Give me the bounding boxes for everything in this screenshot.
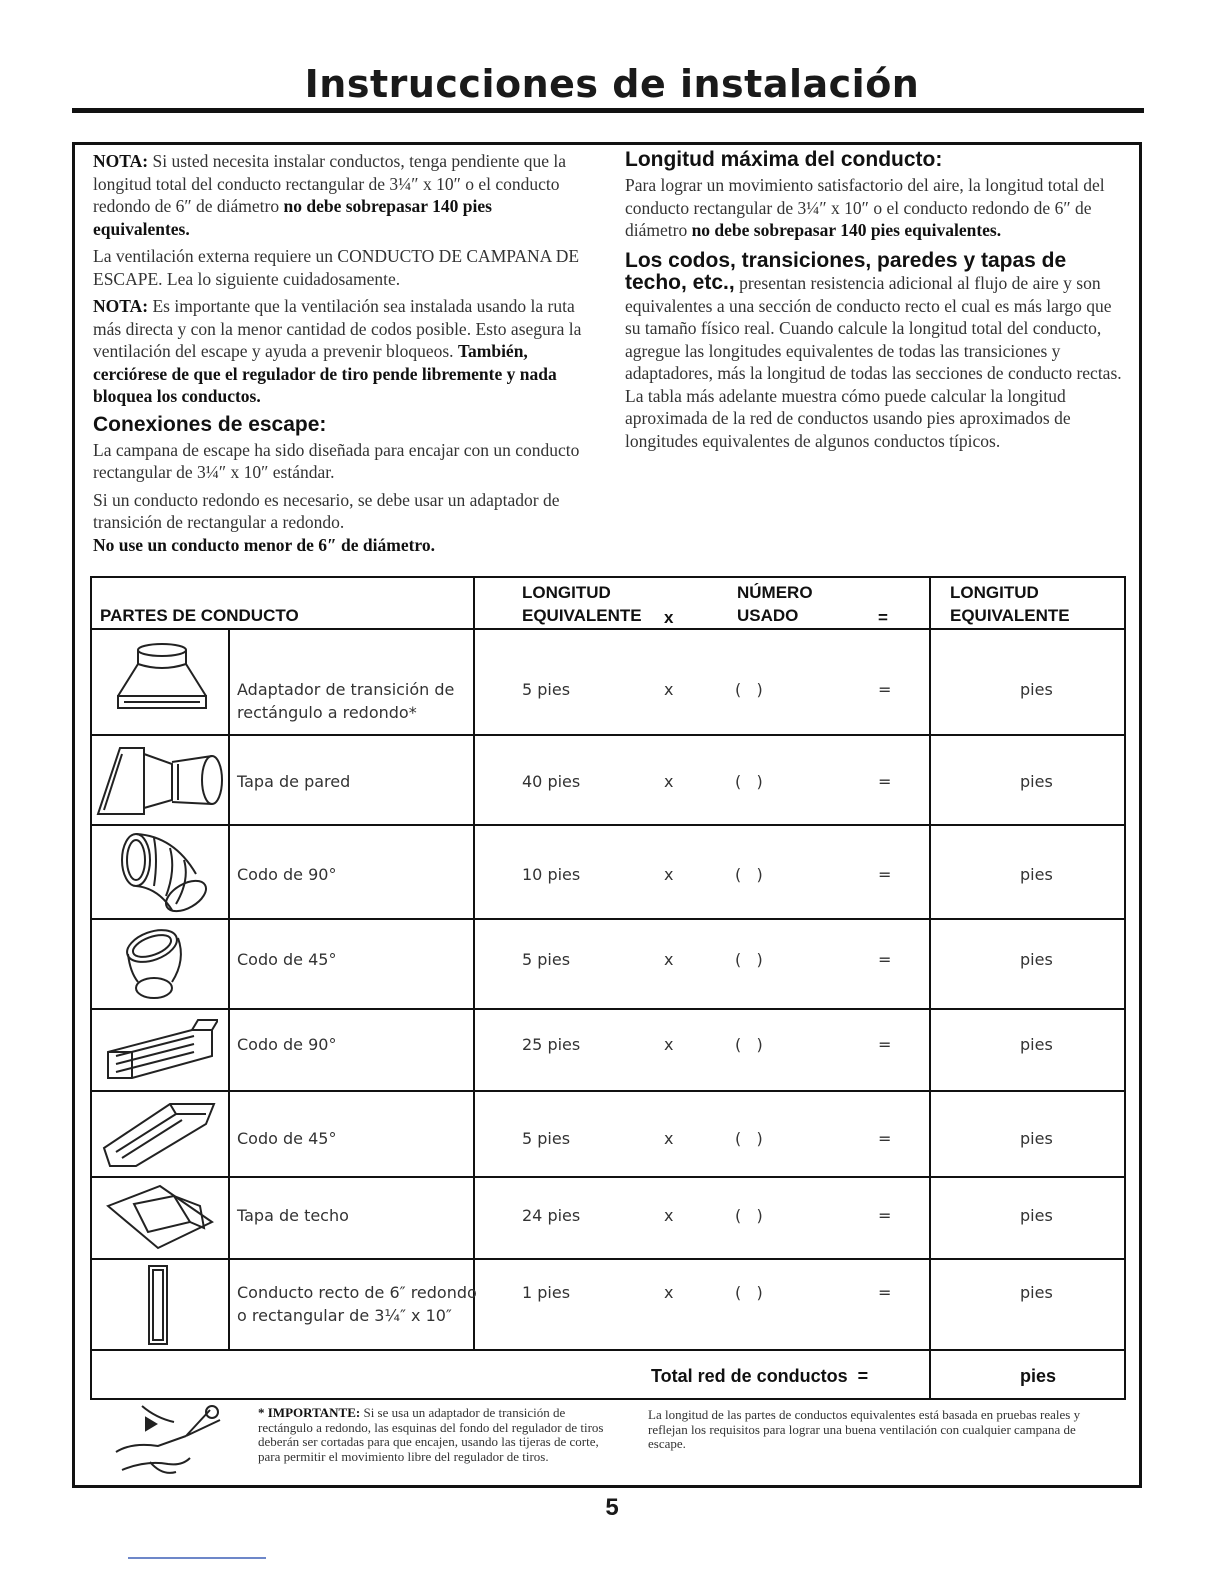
table-row-times: x [664,1035,674,1054]
table-row-used-field[interactable]: ( ) [735,865,763,884]
left-column [93,150,593,561]
table-divider [90,1090,1126,1092]
title-rule [72,108,1144,113]
table-row-part: Codo de 90° [237,865,337,884]
header-used: USADO [737,606,799,625]
rect-elbow-45-icon [100,1096,220,1177]
table-divider [90,918,1126,920]
table-row-used-field[interactable]: ( ) [735,1206,763,1225]
table-row-equals: = [878,1035,892,1054]
header-equiv-length-2: EQUIVALENTE [522,606,642,625]
table-row-part: Codo de 45° [237,950,337,969]
page-number: 5 [605,1494,619,1521]
table-row-times: x [664,1206,674,1225]
table-row-used-field[interactable]: ( ) [735,1129,763,1148]
table-row-length: 10 pies [522,865,581,884]
table-row-length: 1 pies [522,1283,571,1302]
total-unit: pies [1020,1366,1057,1386]
table-divider [473,576,475,1350]
table-divider [90,1008,1126,1010]
wall-cap-icon [94,742,226,823]
table-row-times: x [664,950,674,969]
table-row-used-field[interactable]: ( ) [735,1283,763,1302]
header-total-length: LONGITUD [950,583,1039,602]
header-equiv-length: LONGITUD [522,583,611,602]
table-row-equals: = [878,772,892,791]
table-row-used-field[interactable]: ( ) [735,772,763,791]
table-divider [90,1349,1126,1351]
table-row-times: x [664,865,674,884]
round-duct-paragraph: Si un conducto redondo es necesario, se debe usar un adaptador de transición de rectangular a redondo. [93,489,560,532]
table-row-times: x [664,772,674,791]
table-row-result: pies [1020,1035,1053,1054]
table-divider [90,824,1126,826]
round-elbow-90-icon [114,830,214,921]
table-row-times: x [664,1129,674,1148]
elbows-paragraph: Los codos, transiciones, paredes y tapas de techo, etc., presentan resistencia adicional al flujo de aire y son equivalentes a una sección de conducto recto el cual es más largo que su tamaño físico real. Cuando calcule la longitud total del conducto, agregue las longitudes equivalentes de todas las transiciones y adaptadores, más la longitud de todas las secciones de conducto rectas. La tabla más adelante muestra cómo puede calcular la longitud aproximada de la red de conductos usando pies aproximados de longitudes equivalentes de algunos conductos típicos. [625,248,1122,451]
table-divider [90,1258,1126,1260]
table-row-times: x [664,1283,674,1302]
table-row-equals: = [878,1129,892,1148]
table-row-result: pies [1020,1283,1053,1302]
header-parts: PARTES DE CONDUCTO [100,606,299,625]
table-row-used-field[interactable]: ( ) [735,1035,763,1054]
table-row-equals: = [878,865,892,884]
table-row-result: pies [1020,772,1053,791]
table-divider [90,734,1126,736]
table-row-used-field[interactable]: ( ) [735,680,763,699]
round-elbow-45-icon [116,924,196,1009]
table-row-part: Codo de 45° [237,1129,337,1148]
external-vent-paragraph: La ventilación externa requiere un CONDUCTO DE CAMPANA DE ESCAPE. Lea lo siguiente cuidadosamente. [93,246,580,289]
table-row-part: Conducto recto de 6″ redondo o rectangular de 3¼″ x 10″ [237,1283,477,1325]
table-row-length: 24 pies [522,1206,581,1225]
equivalent-length-note: La longitud de las partes de conductos equivalentes está basada en pruebas reales y reflejan los requisitos para lograr una buena ventilación con cualquier campana de escape. [648,1407,1081,1451]
table-row-equals: = [878,680,892,699]
straight-duct-icon [146,1264,170,1351]
table-row-result: pies [1020,1206,1053,1225]
page-title: Instrucciones de instalación [304,62,920,106]
heading-max-length: Longitud máxima del conducto: [625,148,943,171]
table-row-part: Adaptador de transición de rectángulo a redondo* [237,680,455,722]
table-row-length: 5 pies [522,680,571,699]
table-row-times: x [664,680,674,699]
max-length-paragraph: Para lograr un movimiento satisfactorio del aire, la longitud total del conducto rectangular de 3¼″ x 10″ o el conducto redondo de 6″ de diámetro no debe sobrepasar 140 pies equivalentes. [625,175,1105,240]
table-row-length: 40 pies [522,772,581,791]
table-row-length: 5 pies [522,950,571,969]
table-divider [228,628,230,1350]
right-column [625,148,1125,457]
table-row-used-field[interactable]: ( ) [735,950,763,969]
table-row-result: pies [1020,1129,1053,1148]
table-row-result: pies [1020,680,1053,699]
header-total-length-2: EQUIVALENTE [950,606,1070,625]
table-row-equals: = [878,1283,892,1302]
note-ducts: NOTA: Si usted necesita instalar conductos, tenga pendiente que la longitud total del conducto rectangular de 3¼″ x 10″ o el conducto redondo de 6″ de diámetro no debe sobrepasar 140 pies equivalentes. [93,151,567,239]
table-divider [90,628,1126,630]
table-divider [90,1176,1126,1178]
table-row-part: Tapa de pared [237,772,351,791]
hood-fit-paragraph: La campana de escape ha sido diseñada para encajar con un conducto rectangular de 3¼″ x 10″ estándar. [93,439,580,482]
table-divider [929,576,931,1400]
table-row-length: 5 pies [522,1129,571,1148]
transition-adapter-icon [112,640,212,729]
heading-elbows: Los codos, transiciones, paredes y tapas de techo, etc., [625,248,1067,294]
table-row-part: Codo de 90° [237,1035,337,1054]
total-label: Total red de conductos = [651,1366,869,1386]
note-direct-route: NOTA: Es importante que la ventilación sea instalada usando la ruta más directa y con la menor cantidad de codos posible. Esto asegura la ventilación del escape y ayuda a prevenir bloqueos. También, cerciórese de que el regulador de tiro pende libremente y nada bloquea los conductos. [93,296,582,406]
min-diameter-warning: No use un conducto menor de 6″ de diámetro. [93,534,436,555]
roof-cap-icon [104,1182,216,1259]
table-row-result: pies [1020,950,1053,969]
table-row-length: 25 pies [522,1035,581,1054]
header-x: x [664,608,674,627]
heading-exhaust-connections: Conexiones de escape: [93,412,327,436]
header-equals: = [878,608,888,627]
header-number: NÚMERO [737,583,813,602]
table-row-part: Tapa de techo [237,1206,349,1225]
table-row-equals: = [878,950,892,969]
snips-cutting-icon [112,1400,232,1485]
table-row-equals: = [878,1206,892,1225]
link-underline [128,1557,266,1559]
important-note: * IMPORTANTE: Si se usa un adaptador de transición de rectángulo a redondo, las esquinas del fondo del regulador de tiros deberán ser cortadas para que encajen, usando las tijeras de corte, para permitir el movimiento libre del regulador de tiros. [258,1405,604,1464]
table-row-result: pies [1020,865,1053,884]
rect-elbow-90-icon [102,1016,218,1091]
